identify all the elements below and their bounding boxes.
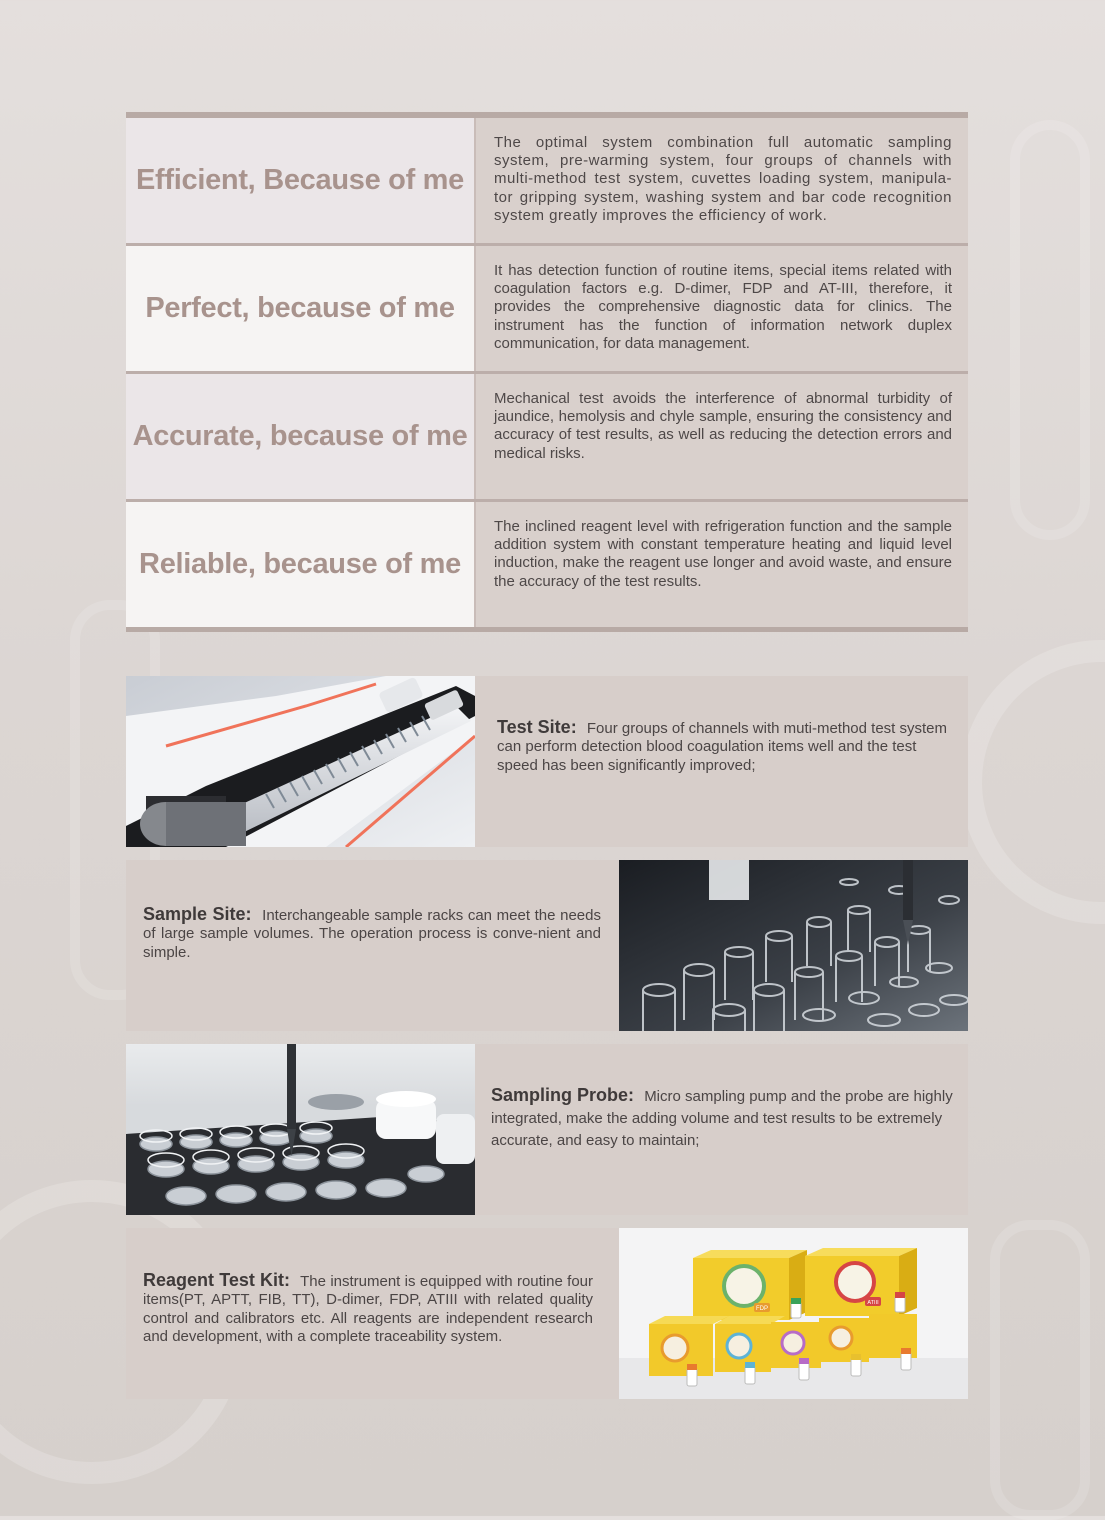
feature-row-reliable — [126, 499, 968, 627]
reagent-test-kit-label: Reagent Test Kit: — [143, 1270, 291, 1291]
sample-site-photo — [619, 860, 968, 1031]
feature-heading: Efficient, Because of me — [126, 118, 474, 243]
feature-heading: Accurate, because of me — [126, 374, 474, 499]
test-site-panel — [126, 676, 968, 847]
feature-description: The optimal system combination full automatic sampling system, pre-warming system, four groups of channels with multi-method test system, cuvettes loading system, manipula-tor gripping system, washing system and bar code recognition system greatly improves the efficiency of work. — [474, 118, 968, 243]
reagent-test-kit-panel — [126, 1228, 968, 1399]
sampling-probe-label: Sampling Probe: — [491, 1084, 635, 1105]
feature-row-perfect — [126, 243, 968, 371]
fdp-tag: FDP — [756, 1306, 768, 1312]
feature-description: It has detection function of routine items, special items related with coagulation factors e.g. D-dimer, FDP and AT-III, therefore, it provides the comprehensive diagnostic data for clinics. The instrument has the function of information network duplex communication, for data management. — [474, 246, 968, 371]
reagent-kits-photo — [619, 1228, 968, 1399]
reagent-test-kit-description: The instrument is equipped with routine four items(PT, APTT, FIB, TT), D-dimer, FDP, ATIII with related quality control and calibrators etc. All reagents are independent research and development, with a complete traceability system. — [143, 1273, 594, 1345]
feature-heading: Reliable, because of me — [126, 502, 474, 627]
test-site-description: Four groups of channels with muti-method test system can perform detection blood coagulation items well and the test speed has been significantly improved; — [497, 719, 948, 774]
feature-table — [126, 112, 968, 632]
background-ring — [960, 640, 1105, 924]
sample-site-label: Sample Site: — [143, 903, 252, 924]
feature-heading: Perfect, because of me — [126, 246, 474, 371]
sample-site-description: Interchangeable sample racks can meet the needs of large sample volumes. The operation process is conve-nient and simple. — [143, 906, 601, 961]
test-site-text — [475, 676, 968, 847]
background-tube — [990, 1220, 1090, 1520]
test-site-photo — [126, 676, 475, 847]
atiii-tag: ATIII — [867, 1300, 879, 1306]
feature-row-efficient — [126, 118, 968, 243]
test-site-label: Test Site: — [497, 716, 577, 737]
feature-description: The inclined reagent level with refrigeration function and the sample addition system with constant temperature heating and liquid level induction, make the reagent use longer and avoid waste, and ensure the accuracy of the test results. — [474, 502, 968, 627]
sample-site-text — [126, 860, 619, 1031]
feature-row-accurate — [126, 371, 968, 499]
sample-site-panel — [126, 860, 968, 1031]
background-tube — [1010, 120, 1090, 540]
sampling-probe-panel — [126, 1044, 968, 1215]
sampling-probe-text — [475, 1044, 968, 1215]
feature-description: Mechanical test avoids the interference of abnormal turbidity of jaundice, hemolysis and chyle sample, ensuring the consistency and accuracy of test results, as well as reducing the detection errors and medical risks. — [474, 374, 968, 499]
sampling-probe-photo — [126, 1044, 475, 1215]
reagent-test-kit-text — [126, 1228, 619, 1399]
sampling-probe-description: Micro sampling pump and the probe are highly integrated, make the adding volume and test results to be extremely accurate, and easy to maintain; — [491, 1087, 953, 1149]
